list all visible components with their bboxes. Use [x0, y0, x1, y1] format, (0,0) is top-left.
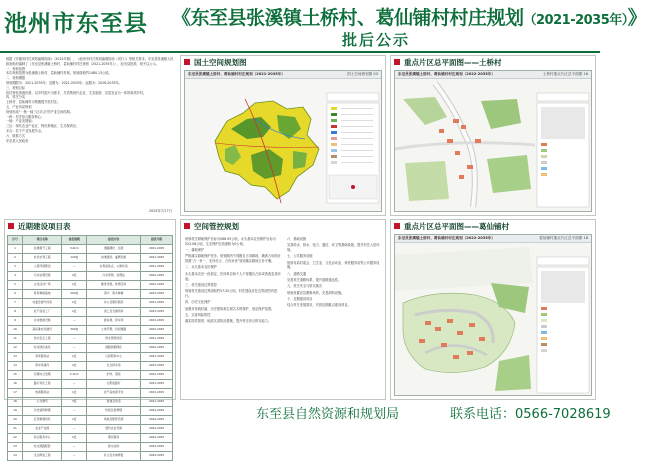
table-cell: 村庄绿化美化	[23, 344, 62, 353]
legend-swatch	[331, 113, 337, 116]
table-cell: 22	[8, 434, 23, 443]
control-paragraph: 七、公共服务设施	[287, 254, 313, 259]
green-area	[495, 355, 531, 391]
table-cell: 现代农业设施	[87, 425, 141, 434]
green-area	[403, 97, 447, 125]
legend-swatch	[331, 149, 337, 152]
control-paragraph: 加强对传统村落、历史建筑和古树名木的保护，划定保护范围。	[185, 306, 275, 311]
table-cell: 3座	[62, 398, 87, 407]
table-cell: 2022-2025	[141, 326, 173, 335]
table-cell: 2处	[62, 362, 87, 371]
table-cell: 2023-2025	[141, 308, 173, 317]
table-cell: 2024-2025	[141, 425, 173, 434]
table-cell: 村道提升工程	[23, 245, 62, 254]
table-cell: 2023-2025	[141, 317, 173, 326]
forest-area	[293, 151, 307, 169]
section-marker-icon	[394, 223, 400, 229]
legend-swatch	[331, 143, 337, 146]
table-cell: —	[62, 425, 87, 434]
key-area-1-site-plan	[395, 79, 593, 213]
key-area-1-map-bar	[395, 71, 591, 79]
control-paragraph: 规划村庄建设边界面积约37.52公顷，村庄建设应在边界范围内进行。	[185, 289, 277, 298]
table-cell: 2	[8, 254, 23, 263]
table-cell: 2021-2025	[141, 299, 173, 308]
table-cell: 特色种植基地	[23, 290, 62, 299]
notice-paragraph: 一核：村庄综合服务核心；	[6, 114, 45, 119]
key-area-2-title: 重点片区总平面图——葛仙铺村	[404, 222, 509, 231]
table-cell: 人居环境整治	[23, 263, 62, 272]
legend-swatch	[331, 137, 337, 140]
notice-paragraph: 本次规划范围为张溪镇土桥村、葛仙铺村村域，规划面积约1480.13公顷。	[6, 71, 112, 76]
table-cell: 综合服务中心	[23, 434, 62, 443]
plan-title-main: 《东至县张溪镇土桥村、葛仙铺村村庄规划	[172, 7, 524, 29]
table-cell: 2021-2025	[141, 335, 173, 344]
table-row	[8, 389, 173, 398]
notice-paragraph: 一、规划范围	[6, 66, 26, 71]
control-panel	[180, 219, 386, 400]
table-row	[8, 245, 173, 254]
territorial-map-sheet	[184, 70, 382, 212]
legend-swatch	[331, 125, 337, 128]
table-cell: 办公及便民服务	[87, 299, 141, 308]
table-row	[8, 353, 173, 362]
table-cell: 3.2km	[62, 245, 87, 254]
section-marker-icon	[8, 223, 14, 229]
map-legend-title-box	[327, 93, 379, 101]
table-row	[8, 371, 173, 380]
footer-organization: 东至县自然资源和规划局	[256, 407, 400, 422]
table-row	[8, 317, 173, 326]
notice-paragraph: 三区：现代农业产业区、特色种植区、生态保育区；	[6, 124, 80, 129]
table-row	[8, 326, 173, 335]
notice-paragraph: 土桥村、葛仙铺村为集聚提升类村庄。	[6, 100, 61, 105]
table-cell: 2021-2025	[141, 380, 173, 389]
plan-title	[172, 3, 646, 30]
territorial-map-bar	[185, 71, 381, 79]
table-cell: 便民服务	[87, 434, 141, 443]
key-area-2-header	[391, 220, 595, 233]
control-paragraph: 四、历史文化保护	[185, 300, 211, 305]
table-cell: 健身设施、休憩空间	[87, 281, 141, 290]
table-header-cell: 建设年限	[141, 236, 173, 245]
table-row	[8, 407, 173, 416]
table-cell: 2021-2025	[141, 254, 173, 263]
location-marker-icon	[351, 185, 355, 189]
table-cell: 21	[8, 425, 23, 434]
notice-panel	[4, 55, 176, 216]
table-cell: 加工及仓储用房	[87, 308, 141, 317]
table-row	[8, 443, 173, 452]
projects-panel	[4, 219, 176, 458]
table-cell: 7	[8, 299, 23, 308]
key-area-2-bar-sheet: 葛仙铺村重点片区总平面图 18	[539, 236, 588, 240]
legend-swatch	[331, 107, 337, 110]
table-cell: 矿山及水体修复	[87, 452, 141, 461]
map-legend-title-box	[537, 93, 589, 101]
notice-paragraph: 一轴：产业发展轴；	[6, 119, 35, 124]
table-cell: 1处	[62, 281, 87, 290]
table-cell: 历史建筑修缮	[23, 407, 62, 416]
table-cell: 2022-2025	[141, 272, 173, 281]
control-paragraph: 规划设置应急避难场所，完善消防设施。	[287, 290, 345, 295]
green-area	[405, 161, 449, 201]
table-cell: 19	[8, 407, 23, 416]
table-cell: 11	[8, 335, 23, 344]
table-cell: 16	[8, 380, 23, 389]
map-legend-title-box	[537, 257, 589, 265]
table-row	[8, 308, 173, 317]
table-cell: 15	[8, 371, 23, 380]
table-cell: 23	[8, 443, 23, 452]
control-paragraph: 九、村庄安全与防灾减灾	[287, 284, 323, 289]
table-cell: 14	[8, 362, 23, 371]
notice-date: 2025年7月7日	[148, 209, 172, 213]
control-paragraph: 六、基础设施	[287, 237, 307, 241]
table-header-cell: 建设内容	[87, 236, 141, 245]
notice-paragraph: 三、规划目标	[6, 85, 26, 90]
table-cell: 土地平整、田间道路	[87, 326, 141, 335]
table-cell: 2022-2025	[141, 281, 173, 290]
projects-header	[5, 220, 175, 233]
table-cell: 1处	[62, 434, 87, 443]
table-cell: 乡村旅游设施	[23, 317, 62, 326]
plan-title-close: 》	[627, 7, 646, 29]
table-row	[8, 263, 173, 272]
table-cell: 2024-2025	[141, 443, 173, 452]
notice-paragraph: 多点：若干产业发展节点。	[6, 128, 45, 133]
notice-paragraph: 六、联系方式	[6, 133, 26, 138]
control-paragraph: 永久基本农田一经划定，任何单位和个人不得擅自占用或者改变其用途。	[185, 271, 281, 281]
table-cell: 2处	[62, 272, 87, 281]
notice-body	[6, 57, 174, 143]
table-cell: 1	[8, 245, 23, 254]
table-cell: 沟渠清淤、灌溉设施	[87, 254, 141, 263]
table-cell: 应急避难场所	[23, 416, 62, 425]
control-paragraph: 严格落实耕地保护任务，规划期内不得擅自占用耕地，确需占用的应按照“占一补一、先补后占、占优补优”原则落实耕地占补平衡。	[185, 254, 281, 264]
key-area-1-bar-title: 东至县张溪镇土桥村、葛仙铺村村庄规划（2022-2035年）	[398, 72, 495, 76]
table-cell: 10	[8, 326, 23, 335]
table-row	[8, 452, 173, 461]
table-cell: 2021-2025	[141, 245, 173, 254]
table-cell: 茶叶、果木种植	[87, 290, 141, 299]
table-cell: 18	[8, 398, 23, 407]
table-row	[8, 425, 173, 434]
control-paragraph: 八、道路交通	[287, 271, 307, 276]
table-cell: 电商服务站	[23, 389, 62, 398]
control-paragraph: 五、灾害风险防控	[185, 312, 211, 317]
control-paragraph: 二、永久基本农田保护	[185, 265, 217, 270]
table-cell: 2022-2025	[141, 371, 173, 380]
key-area-1-title: 重点片区总平面图——土桥村	[404, 58, 502, 67]
table-cell: 游步道、停车场	[87, 317, 141, 326]
table-cell: 3	[8, 263, 23, 272]
table-cell: 2.1km	[62, 371, 87, 380]
table-cell: 6	[8, 290, 23, 299]
table-header-cell: 序号	[8, 236, 23, 245]
table-cell: 2023-2025	[141, 389, 173, 398]
table-cell: —	[62, 452, 87, 461]
table-cell: 生态修复工程	[23, 452, 62, 461]
legend-thumbnail	[541, 107, 585, 139]
green-area	[481, 99, 521, 129]
control-paragraph: 完善给水、排水、电力、通信、环卫等基础设施，提升村庄人居环境。	[287, 243, 380, 253]
notice-paragraph: 二、规划期限	[6, 76, 26, 81]
table-cell: 2023-2025	[141, 290, 173, 299]
table-cell: 2024-2025	[141, 407, 173, 416]
table-cell: 1处	[62, 416, 87, 425]
table-cell: 5	[8, 281, 23, 290]
table-cell: 2023-2025	[141, 353, 173, 362]
table-cell: 污水管网、处理站	[87, 272, 141, 281]
table-row	[8, 416, 173, 425]
notice-paragraph: 五、产业布局规划	[6, 104, 32, 109]
table-cell: 1处	[62, 353, 87, 362]
territorial-header	[181, 56, 385, 69]
table-cell: —	[62, 380, 87, 389]
key-area-2-panel	[390, 219, 596, 400]
key-area-1-sheet	[394, 70, 592, 212]
table-cell: —	[62, 317, 87, 326]
table-cell: 村委会提升改造	[23, 299, 62, 308]
projects-table	[7, 235, 173, 461]
table-cell: 农产品加工厂	[23, 308, 62, 317]
city-title: 池州市东至县	[4, 11, 148, 37]
legend-thumbnail	[541, 271, 585, 303]
table-cell: 污水处理设施	[23, 272, 62, 281]
table-header-cell: 建设规模	[62, 236, 87, 245]
key-area-2-site-plan	[395, 243, 593, 398]
control-column-1	[185, 237, 281, 325]
table-cell: 2024-2025	[141, 434, 173, 443]
table-cell: 日间照料中心	[87, 353, 141, 362]
table-cell: 4	[8, 272, 23, 281]
table-cell: 农产品电商平台	[87, 389, 141, 398]
table-row	[8, 362, 173, 371]
table-cell: 120亩	[62, 254, 87, 263]
territorial-panel	[180, 55, 386, 216]
section-marker-icon	[184, 223, 190, 229]
table-cell: 公共厕所	[23, 398, 62, 407]
control-paragraph: 规划村庄耕地保护目标为568.93公顷，永久基本农田保护目标为523.08公顷，生态保护红线面积为0公顷。	[185, 237, 276, 246]
control-title: 空间管控规划	[194, 222, 239, 231]
table-cell: 养老服务站	[23, 353, 62, 362]
control-column-2	[287, 237, 383, 310]
territorial-map-bar-sheet: 国土空间规划图 03	[347, 72, 378, 76]
table-cell: 1处	[62, 389, 87, 398]
key-area-1-header	[391, 56, 595, 69]
control-header	[181, 220, 385, 233]
table-row	[8, 290, 173, 299]
table-cell: 停车场建设	[23, 362, 62, 371]
section-marker-icon	[394, 59, 400, 65]
control-paragraph: 结合村庄发展需求，安排近期重点建设项目。	[287, 303, 351, 308]
table-cell: 道路硬化、拓宽	[87, 245, 141, 254]
table-cell: 2021-2025	[141, 263, 173, 272]
table-cell: —	[62, 407, 87, 416]
table-cell: 2022-2025	[141, 344, 173, 353]
table-cell: 排水边沟	[87, 443, 141, 452]
table-cell: —	[62, 344, 87, 353]
table-cell: 24	[8, 452, 23, 461]
table-cell: 300亩	[62, 326, 87, 335]
control-paragraph: 规划布局村委会、卫生室、文化活动室、养老服务站等公共服务设施。	[287, 260, 380, 270]
table-row	[8, 380, 173, 389]
control-paragraph: 十、近期建设项目	[287, 296, 313, 301]
table-cell: 2021-2025	[141, 398, 173, 407]
table-cell: 200亩	[62, 290, 87, 299]
table-cell: 2023-2025	[141, 362, 173, 371]
table-cell: 农业产业园	[23, 425, 62, 434]
legend-swatch	[331, 155, 337, 158]
key-area-2-bar-title: 东至县张溪镇土桥村、葛仙铺村村庄规划（2022-2035年）	[398, 236, 495, 240]
table-cell: 农田水利工程	[23, 254, 62, 263]
notice-paragraph: 根据《安徽省村庄规划编制指南》（2022年版）、《池州市村庄规划编制指南（试行）》等相关要求，东至县张溪镇人民政府组织编制了《东至县张溪镇土桥村、葛仙铺村村庄规划（2021-2035年）》，经市县批准，现予以公示。	[6, 57, 174, 66]
table-cell: 2024-2025	[141, 416, 173, 425]
table-row	[8, 272, 173, 281]
table-cell: 太阳能路灯	[87, 380, 141, 389]
table-row	[8, 398, 173, 407]
key-area-1-panel	[390, 55, 596, 216]
table-row	[8, 335, 173, 344]
table-cell: —	[62, 443, 87, 452]
table-row	[8, 254, 173, 263]
legend-swatch	[331, 161, 337, 164]
table-cell: 饮水安全工程	[23, 335, 62, 344]
plan-title-years: （2021-2035年）	[523, 13, 628, 28]
footer-phone: 联系电话：0566-7028619	[450, 407, 611, 422]
table-cell: 生态停车场	[87, 362, 141, 371]
table-cell: 新建及改造	[87, 398, 141, 407]
territorial-map	[185, 79, 383, 213]
table-cell: 河道综合治理	[23, 371, 62, 380]
legend-swatch	[331, 119, 337, 122]
table-cell: 场地及配套设施	[87, 416, 141, 425]
table-row	[8, 281, 173, 290]
table-cell: 20	[8, 416, 23, 425]
table-cell: 高标准农田建设	[23, 326, 62, 335]
key-area-1-bar-sheet: 土桥村重点片区总平面图 16	[542, 72, 588, 76]
notice-paragraph: 东至县人民政府	[6, 138, 29, 143]
table-cell: 13	[8, 353, 23, 362]
table-cell: 8	[8, 308, 23, 317]
projects-title: 近期建设项目表	[18, 222, 71, 231]
table-row	[8, 299, 173, 308]
notice-paragraph: 规划期限为：2021-2035年；近期为：2021-2025年；远期为：2026-2035年。	[6, 80, 122, 85]
green-area	[487, 155, 531, 193]
table-cell: 文化活动广场	[23, 281, 62, 290]
table-cell: 1处	[62, 308, 87, 317]
table-cell: 村庄道路配套	[23, 443, 62, 452]
header-rule	[0, 51, 600, 53]
control-paragraph: 落实防洪排涝、地质灾害防治措施，提升村庄综合防灾能力。	[185, 319, 272, 324]
table-cell: 路灯亮化工程	[23, 380, 62, 389]
territorial-map-bar-title: 东至县张溪镇土桥村、葛仙铺村村庄规划（2021-2035年）	[188, 72, 285, 76]
table-cell: 护岸、清淤	[87, 371, 141, 380]
table-cell: 17	[8, 389, 23, 398]
table-cell: 1处	[62, 299, 87, 308]
section-marker-icon	[184, 59, 190, 65]
table-cell: 12	[8, 344, 23, 353]
notice-paragraph: 依托特色资源优势，以乡村振兴为抓手，打造集现代农业、生态旅游、宜居宜业为一体的和美乡村。	[6, 90, 147, 95]
key-area-2-sheet	[394, 234, 592, 396]
table-cell: 2024-2025	[141, 452, 173, 461]
legend-swatch	[331, 131, 337, 134]
table-cell: 9	[8, 317, 23, 326]
table-cell: 道路两侧绿化	[87, 344, 141, 353]
plan-subtitle: 批后公示	[342, 31, 411, 49]
table-cell: 供水管网改造	[87, 335, 141, 344]
notice-paragraph: 四、村庄分类	[6, 95, 26, 100]
table-header-cell: 项目名称	[23, 236, 62, 245]
table-cell: —	[62, 263, 87, 272]
table-cell: 传统民居修缮	[87, 407, 141, 416]
key-area-2-map-bar	[395, 235, 591, 243]
territorial-title: 国土空间规划图	[194, 58, 247, 67]
notice-paragraph: 规划形成“一核一轴三区多点”的产业空间结构。	[6, 109, 74, 114]
control-paragraph: 三、村庄建设边界管控	[185, 282, 217, 287]
table-row	[8, 434, 173, 443]
control-paragraph: 一、耕地保护	[185, 248, 205, 253]
table-cell: 垃圾收集点、公厕改造	[87, 263, 141, 272]
table-cell: —	[62, 335, 87, 344]
table-row	[8, 344, 173, 353]
control-paragraph: 完善村庄道路体系，提升道路通达性。	[287, 278, 342, 283]
